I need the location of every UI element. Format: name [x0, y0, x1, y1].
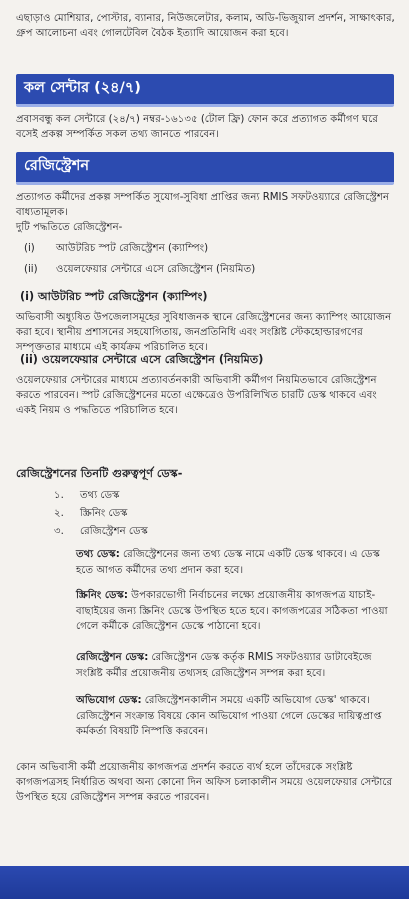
desk-label: অভিযোগ ডেস্ক: — [76, 695, 142, 706]
method-text: ওয়েলফেয়ার সেন্টারে এসে রেজিস্ট্রেশন (নিয়মিত) — [56, 264, 256, 275]
desk-list-item-3 — [54, 524, 354, 540]
desk-label: স্ক্রিনিং ডেস্ক: — [76, 590, 128, 601]
desk-list-item-2 — [54, 506, 354, 522]
call-center-heading — [16, 74, 394, 107]
method-number: (ii) — [24, 264, 38, 275]
closing-paragraph: কোন অভিবাসী কর্মী প্রয়োজনীয় কাগজপত্র প্রদর্শন করতে ব্যর্থ হলে তাঁদেরকে সংশ্লিষ্ট কাগজপত্রসহ নির্ধারিত অথবা অন্য কোনো দিন অফিস চলাকালীন সময়ে ওয়েলফেয়ার সেন্টারে উপস্থিত হয়ে রেজিস্ট্রেশন সম্পন্ন করতে পারবেন। — [16, 762, 393, 803]
desk-description: রেজিস্ট্রেশনের জন্য তথ্য ডেস্ক নামে একটি ডেস্ক থাকবে। এ ডেস্ক হতে আগত কর্মীদের তথ্য প্রদান করা হবে। — [76, 549, 380, 576]
desk-description: উপকারভোগী নির্বাচনের লক্ষ্যে প্রয়োজনীয় কাগজপত্র যাচাই-বাছাইয়ের জন্য স্ক্রিনিং ডেস্কে উপস্থিত হতে হবে। কাগজপত্রের সঠিকতা পাওয়া গেলে কর্মীকে রেজিস্ট্রেশন ডেস্কে পাঠানো হবে। — [76, 590, 388, 632]
method-text: আউটরিচ স্পট রেজিস্ট্রেশন (ক্যাম্পিং) — [56, 243, 209, 254]
outreach-subheading: (i) আউটরিচ স্পট রেজিস্ট্রেশন (ক্যাম্পিং) — [20, 290, 208, 303]
desk-number: ১. — [54, 490, 64, 501]
desk-name: রেজিস্ট্রেশন ডেস্ক — [80, 526, 148, 537]
welfare-paragraph: ওয়েলফেয়ার সেন্টারের মাধ্যমে প্রত্যাবর্তনকারী অভিবাসী কর্মীগণ নিয়মিতভাবে রেজিস্ট্রেশন করতে পারবেন। স্পট রেজিস্ট্রেশনের মতো এক্ষেত্রেও উপরিলিখিত চারটি ডেস্ক থাকবে এবং একই নিয়ম ও পদ্ধতিতে পরিচালিত হবে। — [16, 375, 377, 416]
desk-description: রেজিস্ট্রেশন ডেস্ক কর্তৃক RMIS সফটওয়্যার ডাটাবেইজে সংশ্লিষ্ট কর্মীর প্রয়োজনীয় তথ্যসহ রেজিস্ট্রেশন সম্পন্ন করা হবে। — [76, 652, 372, 679]
screening-desk-paragraph — [76, 588, 394, 635]
registration-intro-paragraph: প্রত্যাগত কর্মীদের প্রকল্প সম্পর্কিত সুযোগ-সুবিধা প্রাপ্তির জন্য RMIS সফটওয়্যারে রেজিস্ট্রেশন বাধ্যতামূলক। — [16, 192, 390, 218]
desk-label: তথ্য ডেস্ক: — [76, 549, 120, 560]
registration-heading — [16, 152, 394, 185]
desk-description: রেজিস্ট্রেশনকালীন সময়ে একটি অভিযোগ ডেস্ক' থাকবে। রেজিস্ট্রেশন সংক্রান্ত বিষয়ে কোন অভিযোগ পাওয়া গেলে ডেস্কের দায়িত্বপ্রাপ্ত কর্মকর্তা বিষয়টি নিস্পত্তি করবেন। — [76, 695, 382, 737]
desk-name: তথ্য ডেস্ক — [80, 490, 120, 501]
method-item-1 — [24, 241, 384, 257]
method-number: (i) — [24, 243, 35, 254]
desk-number: ২. — [54, 508, 64, 519]
footer-band — [0, 866, 409, 899]
registration-methods-lead: দুটি পদ্ধতিতে রেজিস্ট্রেশন- — [16, 222, 123, 233]
call-center-paragraph: প্রবাসবন্ধু কল সেন্টারে (২৪/৭) নম্বর-১৬১৩৫ (টোল ফ্রি) ফোন করে প্রত্যাগত কর্মীগণ ঘরে বসেই প্রকল্প সম্পর্কিত সকল তথ্য জানতে পারবেন। — [16, 114, 378, 140]
desk-label: রেজিস্ট্রেশন ডেস্ক: — [76, 652, 149, 663]
desk-number: ৩. — [54, 526, 64, 537]
info-desk-paragraph — [76, 547, 394, 578]
desks-subheading: রেজিস্ট্রেশনের তিনটি গুরুত্বপূর্ণ ডেস্ক- — [16, 467, 183, 480]
complaint-desk-paragraph — [76, 693, 394, 740]
desk-name: স্ক্রিনিং ডেস্ক — [80, 508, 128, 519]
outreach-paragraph: অভিবাসী অধ্যুষিত উপজেলাসমূহের সুবিধাজনক স্থানে রেজিস্ট্রেশনের জন্য ক্যাম্পিং আয়োজন করা হবে। স্থানীয় প্রশাসনের সহযোগিতায়, জনপ্রতিনিধি এবং সংশ্লিষ্ট স্টেকহোল্ডারগণের সম্পৃক্ততার মাধ্যমে এই কার্যক্রম পরিচালিত হবে। — [16, 312, 392, 353]
intro-paragraph: এছাড়াও মোশিয়ার, পোস্টার, ব্যানার, নিউজলেটার, কলাম, অডি-ভিজুয়াল প্রদর্শন, সাক্ষাৎকার, গ্রুপ আলোচনা এবং গোলটেবিল বৈঠক ইত্যাদি আয়োজন করা হবে। — [16, 13, 395, 39]
method-item-2 — [24, 262, 384, 278]
call-center-title: কল সেন্টার (২৪/৭) — [24, 80, 141, 96]
registration-title: রেজিস্ট্রেশন — [24, 158, 90, 174]
desk-list-item-1 — [54, 488, 354, 504]
registration-desk-paragraph — [76, 650, 394, 681]
welfare-subheading: (ii) ওয়েলফেয়ার সেন্টারে এসে রেজিস্ট্রেশন (নিয়মিত) — [20, 353, 264, 366]
